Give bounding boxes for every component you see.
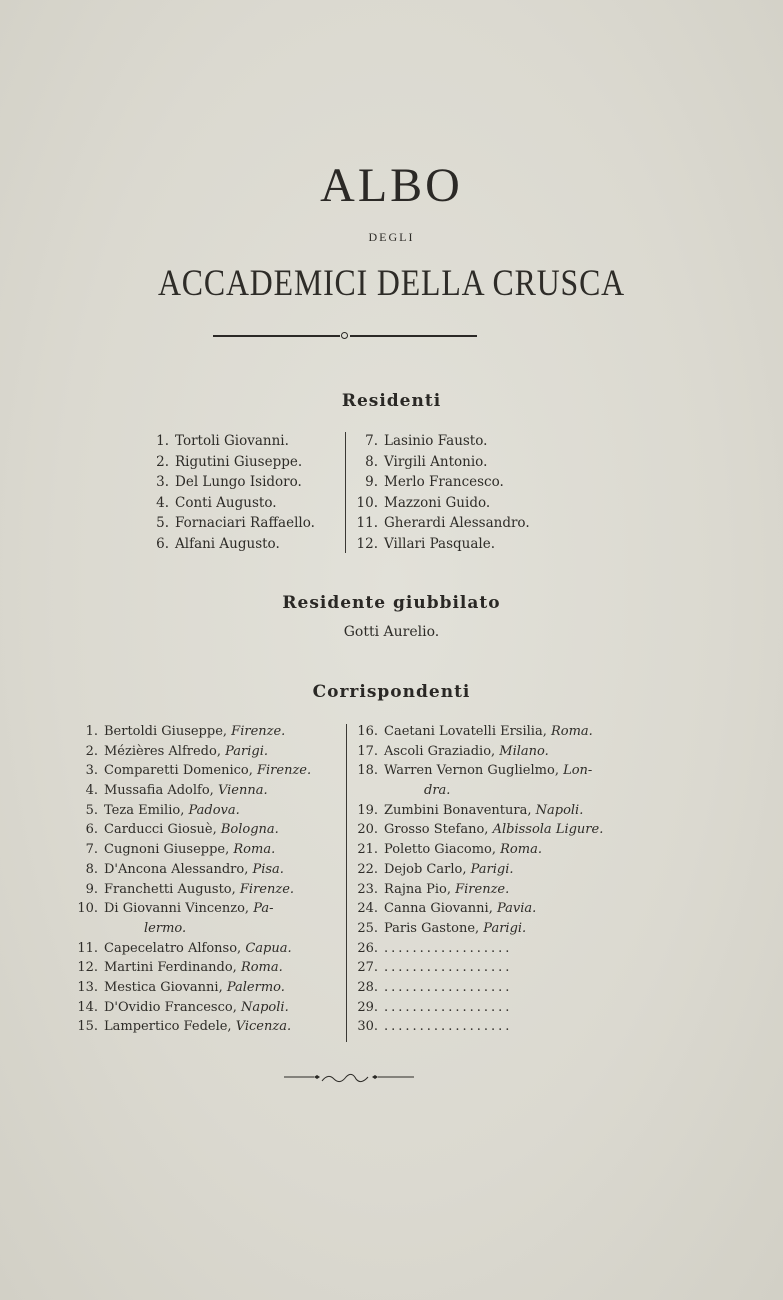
member-name: Zumbini Bonaventura, xyxy=(384,802,536,818)
list-item xyxy=(85,722,311,742)
list-item xyxy=(77,899,311,919)
list-item xyxy=(357,978,603,998)
list-item xyxy=(85,840,311,860)
list-item xyxy=(85,742,311,762)
member-city: Parigi. xyxy=(225,743,269,759)
member-name: Gherardi Alessandro. xyxy=(384,515,530,531)
list-item xyxy=(356,513,530,534)
member-name: Mazzoni Guido. xyxy=(384,494,491,511)
item-number: 4. xyxy=(85,783,98,799)
list-item xyxy=(365,472,530,493)
list-item xyxy=(77,958,311,978)
member-name: Lasinio Fausto. xyxy=(384,433,488,449)
item-number: 8. xyxy=(85,861,98,877)
member-name: .................. xyxy=(384,1019,513,1035)
item-number: 11. xyxy=(77,940,98,956)
title-connector: DEGLI xyxy=(368,230,415,244)
list-item xyxy=(77,978,311,998)
item-number: 4. xyxy=(156,494,169,511)
item-number: 6. xyxy=(156,535,169,552)
title-rule-ornament xyxy=(213,335,477,337)
member-city: Firenze. xyxy=(231,724,286,739)
member-name: D'Ovidio Francesco, xyxy=(104,999,241,1015)
member-name: Canna Giovanni, xyxy=(384,901,497,917)
member-name: Mestica Giovanni, xyxy=(104,979,227,995)
member-city: Palermo. xyxy=(226,979,285,995)
list-item xyxy=(104,919,311,939)
member-name: Fornaciari Raffaello. xyxy=(175,515,315,531)
list-item xyxy=(85,860,311,880)
member-name: Conti Augusto. xyxy=(175,494,277,511)
list-item xyxy=(357,919,603,939)
item-number: 21. xyxy=(357,842,378,858)
corrispondenti-list-left xyxy=(77,722,312,1037)
item-number: 1. xyxy=(85,724,98,739)
list-item xyxy=(156,513,315,534)
member-name: Cugnoni Giuseppe, xyxy=(104,842,234,858)
member-city: Bologna. xyxy=(220,822,279,838)
member-city: Parigi. xyxy=(483,920,527,936)
residenti-list-left xyxy=(156,431,315,554)
member-name: Warren Vernon Guglielmo, xyxy=(384,763,564,779)
list-item xyxy=(85,801,311,821)
member-name: .................. xyxy=(384,940,513,956)
member-city: Napoli. xyxy=(535,802,584,818)
member-city: Vicenza. xyxy=(235,1019,292,1035)
member-city: lermo. xyxy=(144,920,187,936)
list-item xyxy=(357,742,603,762)
list-item xyxy=(357,880,603,900)
member-city: Capua. xyxy=(245,940,292,956)
member-city: Roma. xyxy=(500,842,542,858)
list-item xyxy=(156,493,315,514)
member-city: Vienna. xyxy=(217,783,268,799)
item-number: 15. xyxy=(77,1019,98,1035)
list-item xyxy=(356,493,530,514)
item-number: 2. xyxy=(156,453,169,470)
member-city: Pisa. xyxy=(252,861,284,877)
item-number: 7. xyxy=(365,433,378,449)
page-title: ALBO xyxy=(320,159,463,212)
corrispondenti-list-right xyxy=(357,722,604,1037)
member-name: Tortoli Giovanni. xyxy=(175,433,289,449)
item-number: 8. xyxy=(365,453,378,470)
member-city: Lon- xyxy=(563,763,593,779)
member-city: Pavia. xyxy=(496,901,537,917)
column-divider xyxy=(346,724,347,1042)
member-city: Firenze. xyxy=(257,763,312,779)
item-number: 6. xyxy=(85,822,98,838)
item-number: 1. xyxy=(156,433,169,449)
member-name: Mézières Alfredo, xyxy=(104,743,226,759)
list-item xyxy=(365,452,530,473)
item-number: 3. xyxy=(85,763,98,779)
member-city: Parigi. xyxy=(470,861,514,877)
section-heading-residenti: Residenti xyxy=(341,391,442,411)
list-item xyxy=(357,958,603,978)
item-number: 13. xyxy=(77,979,98,995)
member-name: Del Lungo Isidoro. xyxy=(175,474,302,490)
member-name: Di Giovanni Vincenzo, xyxy=(104,901,254,917)
member-city: Napoli. xyxy=(240,999,289,1015)
member-city: Roma. xyxy=(233,842,276,858)
member-city: Roma. xyxy=(240,960,283,976)
item-number: 3. xyxy=(156,474,169,490)
list-item xyxy=(357,820,604,840)
item-number: 23. xyxy=(357,881,378,897)
member-name: .................. xyxy=(384,979,513,995)
member-name: .................. xyxy=(384,960,513,976)
member-name: D'Ancona Alessandro, xyxy=(104,861,253,877)
member-name: Virgili Antonio. xyxy=(384,453,488,470)
item-number: 5. xyxy=(85,802,98,818)
item-number: 20. xyxy=(357,822,378,838)
member-city: Milano. xyxy=(499,743,549,759)
member-city: dra. xyxy=(424,783,451,799)
item-number: 17. xyxy=(357,743,378,759)
item-number: 10. xyxy=(356,494,378,511)
member-name: Merlo Francesco. xyxy=(384,474,504,490)
item-number: 12. xyxy=(77,960,98,976)
item-number: 27. xyxy=(357,960,378,976)
list-item xyxy=(85,781,311,801)
item-number: 2. xyxy=(85,743,98,759)
list-item xyxy=(156,472,315,493)
member-name: Dejob Carlo, xyxy=(384,861,471,877)
member-name: Rajna Pio, xyxy=(384,881,456,897)
item-number: 7. xyxy=(85,842,98,858)
item-number: 5. xyxy=(156,515,169,531)
item-number: 10. xyxy=(77,901,98,917)
member-name: Grosso Stefano, xyxy=(384,822,493,838)
member-city: Firenze. xyxy=(239,881,295,897)
member-name: Franchetti Augusto, xyxy=(104,881,240,897)
item-number: 12. xyxy=(356,535,378,552)
item-number: 9. xyxy=(85,881,98,897)
list-item xyxy=(77,939,311,959)
list-item xyxy=(156,534,315,555)
list-item xyxy=(357,840,603,860)
member-name: Mussafia Adolfo, xyxy=(104,783,218,799)
item-number: 16. xyxy=(357,724,378,739)
member-city: Roma. xyxy=(550,724,593,739)
section-heading-corrispondenti: Corrispondenti xyxy=(312,682,471,702)
member-name: Comparetti Domenico, xyxy=(104,763,257,779)
list-item xyxy=(85,761,312,781)
list-item xyxy=(384,781,603,801)
member-name: Capecelatro Alfonso, xyxy=(104,940,246,956)
member-name: Poletto Giacomo, xyxy=(384,842,501,858)
list-item xyxy=(77,1017,311,1037)
member-name: .................. xyxy=(384,999,513,1015)
giubbilato-name: Gotti Aurelio. xyxy=(343,624,440,640)
list-item xyxy=(357,722,603,742)
list-item xyxy=(357,801,603,821)
member-name: Carducci Giosuè, xyxy=(104,822,221,838)
section-heading-giubbilato: Residente giubbilato xyxy=(282,593,501,613)
item-number: 14. xyxy=(77,999,98,1015)
item-number: 22. xyxy=(357,861,378,877)
member-city: Pa- xyxy=(253,901,274,917)
member-city: Padova. xyxy=(188,802,240,818)
list-item xyxy=(357,1017,603,1037)
member-name: Paris Gastone, xyxy=(384,920,484,936)
member-name: Caetani Lovatelli Ersilia, xyxy=(384,724,551,739)
list-item xyxy=(85,880,311,900)
tailpiece-ornament-icon xyxy=(284,1072,414,1086)
page-subtitle: ACCADEMICI DELLA CRUSCA xyxy=(157,263,626,304)
item-number: 30. xyxy=(357,1019,378,1035)
list-item xyxy=(357,899,603,919)
item-number: 25. xyxy=(357,920,378,936)
list-item xyxy=(77,998,311,1018)
list-item xyxy=(156,452,315,473)
residenti-list-right xyxy=(356,431,530,554)
list-item xyxy=(365,431,530,452)
member-city: Albissola Ligure. xyxy=(492,822,604,838)
member-name: Lampertico Fedele, xyxy=(104,1019,236,1035)
member-name: Teza Emilio, xyxy=(104,802,189,818)
member-city: Firenze. xyxy=(455,881,510,897)
list-item xyxy=(357,860,603,880)
list-item xyxy=(156,431,315,452)
member-name: Martini Ferdinando, xyxy=(104,960,241,976)
item-number: 26. xyxy=(357,940,378,956)
column-divider xyxy=(345,432,346,553)
list-item xyxy=(357,761,603,781)
item-number: 24. xyxy=(357,901,378,917)
list-item xyxy=(356,534,530,555)
member-name: Ascoli Graziadio, xyxy=(384,743,500,759)
list-item xyxy=(357,939,603,959)
member-name: Villari Pasquale. xyxy=(384,535,496,552)
item-number: 29. xyxy=(357,999,378,1015)
list-item xyxy=(357,998,603,1018)
list-item xyxy=(85,820,311,840)
item-number: 28. xyxy=(357,979,378,995)
member-name: Bertoldi Giuseppe, xyxy=(104,724,232,739)
item-number: 11. xyxy=(356,515,378,531)
member-name: Rigutini Giuseppe. xyxy=(175,453,303,470)
item-number: 19. xyxy=(357,802,378,818)
item-number: 9. xyxy=(365,474,378,490)
member-name: Alfani Augusto. xyxy=(175,535,280,552)
item-number: 18. xyxy=(357,763,378,779)
